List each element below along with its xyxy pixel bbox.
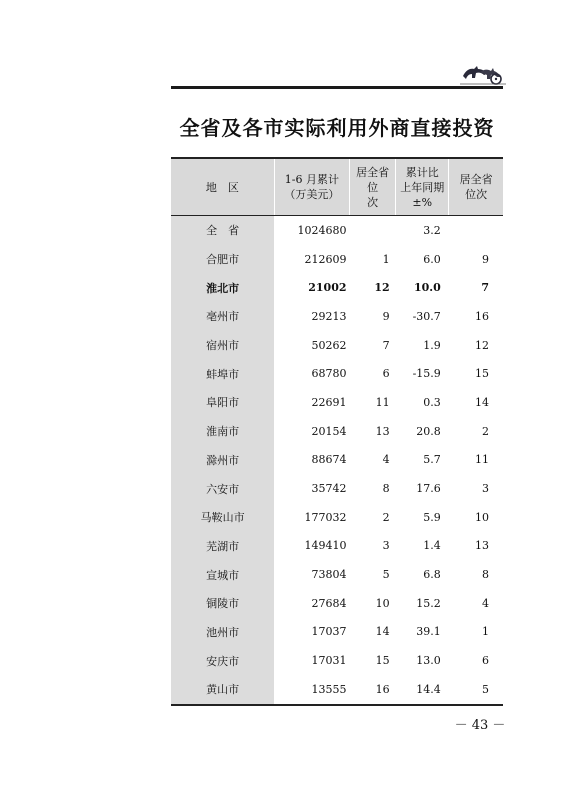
- cell-cumulative: 21002: [308, 281, 347, 295]
- cell-region: 六安市: [171, 474, 274, 503]
- cell-region: 宿州市: [171, 331, 274, 360]
- cell-rank-change: 8: [482, 568, 489, 582]
- cell-region: 滁州市: [171, 446, 274, 475]
- cell-region: 宣城市: [171, 560, 274, 589]
- cell-rank-value: [350, 216, 396, 245]
- table-row: [171, 560, 503, 589]
- cell-region: 安庆市: [171, 646, 274, 675]
- cell-change: 0.3: [423, 395, 441, 409]
- cell-rank-change: 2: [482, 424, 489, 438]
- cell-rank-change: 3: [482, 482, 489, 496]
- cell-cumulative: 13555: [274, 675, 349, 705]
- cell-rank-value: 4: [382, 453, 390, 467]
- cell-change: -30.7: [412, 309, 441, 323]
- cell-region: 阜阳市: [171, 388, 274, 417]
- cell-rank-change: 4: [482, 596, 489, 610]
- table-row: [171, 675, 503, 705]
- cell-cumulative: 35742: [311, 482, 347, 496]
- cell-region: 合肥市: [171, 245, 274, 274]
- cell-region: 铜陵市: [171, 589, 274, 618]
- cell-change: 3.2: [423, 223, 441, 237]
- header-rank-value: 居全省位 次: [350, 158, 396, 216]
- table-row: [171, 646, 503, 675]
- fdi-table: [171, 157, 503, 706]
- cell-region: 淮北市: [171, 273, 274, 302]
- cell-cumulative: 88674: [311, 453, 347, 467]
- table-row: [171, 216, 503, 245]
- table-row: [171, 589, 503, 618]
- cell-rank-change: 14: [475, 395, 489, 409]
- cell-rank-value: 1: [382, 252, 390, 266]
- cell-rank-change: 9: [482, 252, 489, 266]
- cell-change: 10.0: [414, 281, 441, 295]
- cell-rank-change: 15: [475, 367, 489, 381]
- cell-region: 马鞍山市: [171, 503, 274, 532]
- cell-change: 13.0: [416, 654, 441, 668]
- cell-region: 池州市: [171, 618, 274, 647]
- cell-rank-change: 1: [482, 625, 489, 639]
- cell-rank-value: 10: [375, 596, 390, 610]
- table-row: [171, 331, 503, 360]
- cell-cumulative: 22691: [311, 395, 347, 409]
- header-region: 地 区: [171, 158, 274, 216]
- table-row: [171, 532, 503, 561]
- page-title: 全省及各市实际利用外商直接投资: [179, 116, 495, 140]
- cell-cumulative: 149410: [304, 539, 347, 553]
- table-row: [171, 417, 503, 446]
- cell-region: 芜湖市: [171, 532, 274, 561]
- table-row: [171, 503, 503, 532]
- page-number: － 43 －: [454, 718, 506, 733]
- table-row: [171, 388, 503, 417]
- cell-cumulative: 212609: [304, 252, 347, 266]
- cell-change: 6.0: [423, 252, 441, 266]
- cell-cumulative: 177032: [304, 510, 347, 524]
- cell-rank-value: 7: [382, 338, 390, 352]
- cell-cumulative: 68780: [311, 367, 347, 381]
- cell-rank-change: 13: [475, 539, 489, 553]
- cell-change: 17.6: [416, 482, 441, 496]
- cell-rank-value: 9: [382, 309, 390, 323]
- cell-rank-value: 16: [350, 675, 396, 705]
- cell-cumulative: 29213: [311, 309, 347, 323]
- cell-rank-value: 8: [382, 482, 390, 496]
- cell-rank-change: 10: [475, 510, 489, 524]
- cell-change: -15.9: [412, 367, 441, 381]
- cell-change: 1.9: [423, 338, 441, 352]
- header-rank-change: 居全省 位次: [449, 158, 503, 216]
- cell-region: 淮南市: [171, 417, 274, 446]
- cell-change: 5.7: [423, 453, 441, 467]
- cell-cumulative: 50262: [311, 338, 347, 352]
- cell-region: 全 省: [171, 216, 274, 245]
- cell-change: 15.2: [416, 596, 441, 610]
- cell-change: 1.4: [423, 539, 441, 553]
- cell-cumulative: 20154: [311, 424, 347, 438]
- table-row: [171, 302, 503, 331]
- cell-rank-change: 5: [449, 675, 503, 705]
- cell-cumulative: 17037: [311, 625, 347, 639]
- cell-rank-value: 15: [375, 654, 390, 668]
- cell-rank-change: 12: [475, 338, 489, 352]
- table-row: [171, 618, 503, 647]
- cell-rank-change: [449, 216, 503, 245]
- cell-rank-value: 2: [382, 510, 390, 524]
- cell-change: 14.4: [396, 675, 449, 705]
- header-change: 累计比 上年同期 ±%: [396, 158, 449, 216]
- cell-rank-value: 3: [382, 539, 390, 553]
- cell-change: 6.8: [423, 568, 441, 582]
- cell-rank-change: 16: [475, 309, 489, 323]
- cell-cumulative: 27684: [311, 596, 347, 610]
- cell-rank-change: 11: [475, 453, 489, 467]
- table-body: [171, 216, 503, 705]
- cell-rank-change: 7: [481, 281, 489, 295]
- cell-rank-value: 6: [382, 367, 390, 381]
- cell-change: 20.8: [416, 424, 441, 438]
- table-header-row: [171, 158, 503, 216]
- cell-rank-change: 6: [482, 654, 489, 668]
- table-row: [171, 446, 503, 475]
- cell-rank-value: 14: [375, 625, 390, 639]
- cell-rank-value: 13: [375, 424, 390, 438]
- cell-rank-value: 5: [382, 568, 390, 582]
- cell-rank-value: 11: [375, 395, 390, 409]
- table-row: [171, 359, 503, 388]
- cell-cumulative: 17031: [311, 654, 347, 668]
- header-cumulative: 1-6 月累计 （万美元）: [274, 158, 349, 216]
- cell-region: 蚌埠市: [171, 359, 274, 388]
- header-rule: [171, 86, 503, 89]
- table-row: [171, 245, 503, 274]
- table-row: [171, 474, 503, 503]
- table-row: [171, 273, 503, 302]
- cell-region: 亳州市: [171, 302, 274, 331]
- cell-rank-value: 12: [374, 281, 390, 295]
- cell-cumulative: 73804: [311, 568, 347, 582]
- cell-change: 5.9: [423, 510, 441, 524]
- cell-cumulative: 1024680: [297, 223, 347, 237]
- horse-chariot-icon: [460, 60, 506, 86]
- cell-change: 39.1: [416, 625, 441, 639]
- cell-region: 黄山市: [171, 675, 274, 705]
